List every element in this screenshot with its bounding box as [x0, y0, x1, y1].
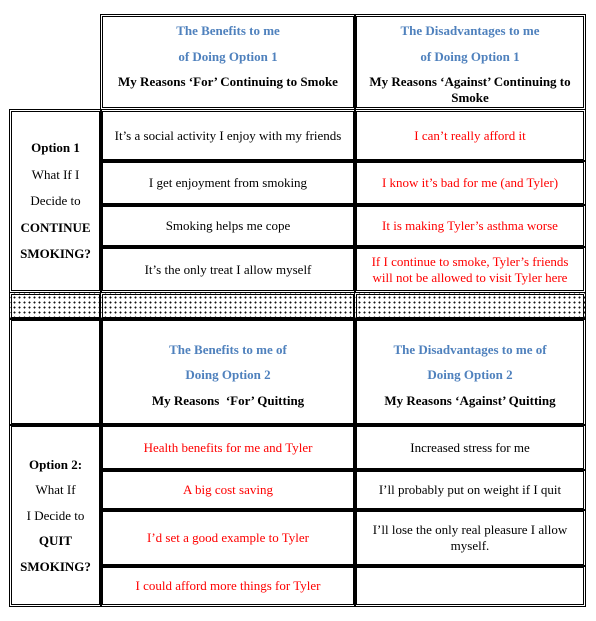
option1-question-line2: Decide to [30, 193, 81, 209]
option1-action-line2: SMOKING? [20, 246, 91, 262]
reason-text: If I continue to smoke, Tyler’s friends will not be allowed to visit Tyler here [371, 253, 569, 285]
disadvantages-heading-line1: The Disadvantages to me [400, 23, 540, 38]
option1-for-reason [100, 160, 356, 206]
benefits-heading-line1: The Benefits to me [176, 23, 280, 38]
reason-text: I’d set a good example to Tyler [146, 530, 310, 546]
option2-for-reason [100, 424, 356, 471]
option2-disadvantages-header [354, 318, 586, 426]
option2-action-line1: QUIT [38, 533, 73, 549]
separator-row-right [354, 292, 586, 320]
option2-against-reason [354, 565, 586, 607]
reason-text: A big cost saving [183, 482, 273, 498]
option2-for-reason [100, 509, 356, 567]
option2-against-reason [354, 509, 586, 567]
option1-benefits-header [100, 14, 356, 110]
disadvantages-reasons-label: My Reasons ‘Against’ Continuing to Smoke [369, 74, 571, 105]
reason-text: I can’t really afford it [414, 127, 526, 143]
option2-against-reason [354, 424, 586, 471]
option1-action-line1: CONTINUE [20, 219, 91, 235]
disadvantages-heading-line2: Doing Option 2 [427, 367, 513, 383]
option1-against-reason [354, 109, 586, 162]
reason-text: I’ll probably put on weight if I quit [378, 482, 562, 498]
option2-action-line2: SMOKING? [20, 558, 91, 574]
option2-header-blank [9, 318, 102, 426]
option2-for-reason [100, 469, 356, 511]
option1-against-reason [354, 246, 586, 293]
reason-text: It is making Tyler’s asthma worse [382, 218, 558, 234]
reason-text: Health benefits for me and Tyler [143, 439, 313, 455]
separator-row-left [9, 292, 102, 320]
benefits-reasons-label: My Reasons ‘For’ Continuing to Smoke [118, 74, 338, 90]
option1-for-reason [100, 204, 356, 248]
reason-text: I could afford more things for Tyler [135, 578, 321, 594]
reason-text: It’s a social activity I enjoy with my friends [114, 127, 342, 143]
option2-for-reason [100, 565, 356, 607]
option1-for-reason [100, 109, 356, 162]
separator-row-middle [100, 292, 356, 320]
option2-question-line2: I Decide to [26, 507, 85, 523]
benefits-heading-line2: Doing Option 2 [185, 367, 271, 383]
reason-text: Increased stress for me [410, 439, 530, 455]
option1-for-reason [100, 246, 356, 293]
benefits-heading-line1: The Benefits to me of [169, 341, 287, 357]
option1-against-reason [354, 204, 586, 248]
disadvantages-heading-line1: The Disadvantages to me of [393, 341, 547, 357]
disadvantages-reasons-label: My Reasons ‘Against’ Quitting [384, 392, 556, 408]
benefits-reasons-label: My Reasons ‘For’ Quitting [151, 392, 305, 408]
option2-question-cell [9, 424, 102, 607]
option1-question-cell [9, 109, 102, 293]
option2-benefits-header [100, 318, 356, 426]
option2-against-reason [354, 469, 586, 511]
option1-label: Option 1 [31, 140, 80, 156]
option2-label: Option 2: [28, 456, 83, 472]
reason-text: Smoking helps me cope [165, 218, 291, 234]
option1-against-reason [354, 160, 586, 206]
disadvantages-heading-line2: of Doing Option 1 [420, 48, 520, 64]
option1-question-line1: What If I [31, 166, 80, 182]
option2-question-line1: What If [35, 482, 76, 498]
reason-text: I know it’s bad for me (and Tyler) [381, 175, 559, 191]
option1-disadvantages-header [354, 14, 586, 110]
reason-text: I’ll lose the only real pleasure I allow myself. [372, 522, 568, 553]
reason-text: I get enjoyment from smoking [148, 175, 308, 191]
reason-text: It’s the only treat I allow myself [144, 261, 312, 277]
benefits-heading-line2: of Doing Option 1 [178, 48, 278, 64]
